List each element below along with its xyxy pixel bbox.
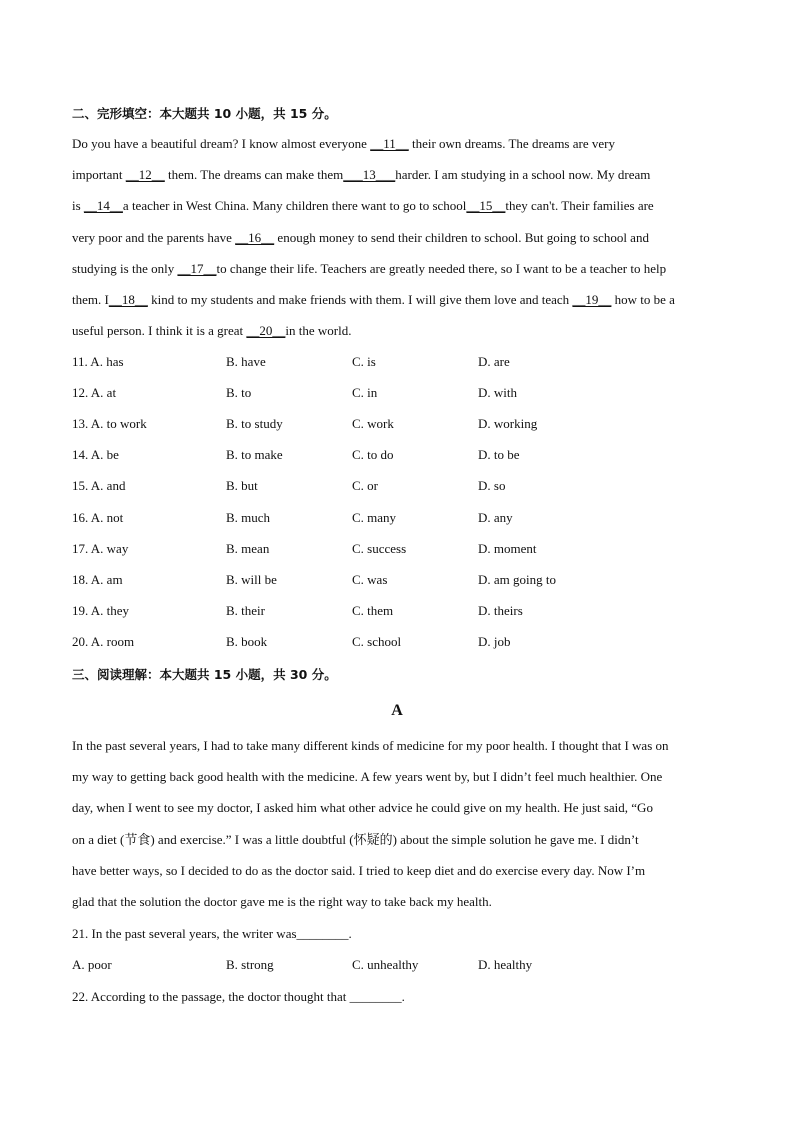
- option-choice: C. was: [352, 571, 388, 587]
- passage-line: on a diet (节食) and exercise.” I was a little doubtful (怀疑的) about the simple solution he gave me. I didn’t: [72, 831, 639, 847]
- q21-option-c: C. unhealthy: [352, 957, 419, 972]
- cloze-text: very poor and the parents have: [72, 229, 236, 245]
- section-3-heading: 三、阅读理解：本大题共 15 小题，共 30 分。: [72, 667, 337, 682]
- cloze-text: them. The dreams can make them: [164, 167, 344, 183]
- option-choice: 18. A. am: [72, 571, 123, 587]
- q21-option-d: D. healthy: [478, 957, 533, 972]
- cloze-line: [72, 128, 722, 159]
- cloze-text: harder. I am studying in a school now. My dream: [395, 167, 651, 183]
- option-choice: B. mean: [226, 540, 270, 556]
- cloze-text: in the world.: [285, 323, 352, 339]
- option-choice: D. am going to: [478, 571, 556, 587]
- option-choice: 11. A. has: [72, 354, 124, 369]
- cloze-text: enough money to send their children to school. But going to school and: [274, 229, 649, 245]
- cloze-passage: [72, 128, 722, 346]
- option-choice: D. so: [478, 478, 506, 494]
- cloze-text: important: [72, 167, 126, 183]
- option-choice: 13. A. to work: [72, 416, 147, 432]
- option-choice: D. with: [478, 385, 517, 401]
- option-choice: C. many: [352, 509, 397, 525]
- cloze-text: Do you have a beautiful dream? I know almost everyone: [72, 136, 371, 151]
- option-choice: 12. A. at: [72, 385, 117, 401]
- passage-title: A: [391, 702, 403, 719]
- q21-option-a: A. poor: [72, 957, 112, 972]
- q21-option-b: B. strong: [226, 957, 274, 972]
- cloze-blank: __20__: [246, 323, 286, 339]
- option-choice: B. book: [226, 633, 268, 649]
- option-choice: C. in: [352, 385, 378, 401]
- option-choice: D. job: [478, 633, 511, 649]
- cloze-blank: __18__: [108, 291, 148, 307]
- cloze-blank: __15__: [466, 198, 506, 214]
- option-choice: C. them: [352, 602, 394, 618]
- cloze-text: them. I: [72, 291, 109, 307]
- cloze-line: [72, 190, 722, 221]
- passage-line: have better ways, so I decided to do as the doctor said. I tried to keep diet and do exercise every day. Now I’m: [72, 862, 646, 878]
- cloze-line: [72, 159, 722, 190]
- option-choice: C. to do: [352, 447, 394, 463]
- option-choice: B. much: [226, 509, 271, 525]
- cloze-text: studying is the only: [72, 260, 178, 276]
- cloze-line: [72, 253, 722, 284]
- option-choice: D. moment: [478, 540, 537, 556]
- question-22: 22. According to the passage, the doctor thought that ________.: [72, 989, 405, 1004]
- cloze-text: kind to my students and make friends with them. I will give them love and teach: [147, 291, 573, 307]
- option-choice: B. to: [226, 385, 252, 401]
- option-choice: D. are: [478, 354, 510, 369]
- cloze-blank: __11__: [370, 136, 409, 151]
- option-choice: D. theirs: [478, 602, 523, 618]
- passage-line: In the past several years, I had to take many different kinds of medicine for my poor health. I thought that I was on: [72, 738, 669, 753]
- option-choice: C. work: [352, 416, 394, 432]
- passage-line: my way to getting back good health with the medicine. A few years went by, but I didn’t feel much healthier. One: [72, 769, 663, 785]
- cloze-text: how to be a: [611, 291, 675, 307]
- cloze-text: a teacher in West China. Many children there want to go to school: [122, 198, 467, 214]
- cloze-blank: __17__: [177, 260, 217, 276]
- option-choice: 19. A. they: [72, 602, 130, 618]
- option-choice: B. have: [226, 354, 266, 369]
- cloze-text: their own dreams. The dreams are very: [408, 136, 615, 151]
- option-choice: C. success: [352, 540, 407, 556]
- cloze-blank: __14__: [83, 198, 123, 214]
- passage-line: glad that the solution the doctor gave me is the right way to take back my health.: [72, 893, 492, 909]
- cloze-text: is: [72, 198, 84, 214]
- section-2-heading: 二、完形填空：本大题共 10 小题，共 15 分。: [72, 106, 337, 121]
- option-choice: 14. A. be: [72, 447, 119, 463]
- question-21: 21. In the past several years, the writer was________.: [72, 926, 352, 941]
- option-choice: B. their: [226, 602, 265, 618]
- cloze-text: to change their life. Teachers are greatly needed there, so I want to be a teacher to help: [216, 260, 667, 276]
- cloze-blank: __16__: [235, 229, 275, 245]
- cloze-blank: __12__: [125, 167, 165, 183]
- option-choice: B. to study: [226, 416, 283, 432]
- option-choice: C. school: [352, 633, 402, 649]
- cloze-line: [72, 315, 722, 346]
- cloze-text: useful person. I think it is a great: [72, 323, 247, 339]
- option-choice: 17. A. way: [72, 540, 129, 556]
- option-choice: D. working: [478, 416, 538, 432]
- option-choice: D. to be: [478, 447, 520, 463]
- option-choice: C. is: [352, 354, 376, 369]
- cloze-blank: __19__: [572, 291, 612, 307]
- passage-line: day, when I went to see my doctor, I asked him what other advice he could give on my health. He just said, “Go: [72, 800, 653, 816]
- option-choice: 20. A. room: [72, 633, 135, 649]
- cloze-blank: ___13___: [343, 167, 396, 183]
- option-choice: B. will be: [226, 571, 277, 587]
- option-choice: 15. A. and: [72, 478, 126, 494]
- option-choice: 16. A. not: [72, 509, 124, 525]
- option-choice: B. to make: [226, 447, 283, 463]
- option-choice: B. but: [226, 478, 258, 494]
- cloze-line: [72, 284, 722, 315]
- option-choice: D. any: [478, 509, 513, 525]
- cloze-line: [72, 222, 722, 253]
- reading-passage: [72, 730, 722, 917]
- option-choice: C. or: [352, 478, 378, 494]
- cloze-text: they can't. Their families are: [505, 198, 654, 214]
